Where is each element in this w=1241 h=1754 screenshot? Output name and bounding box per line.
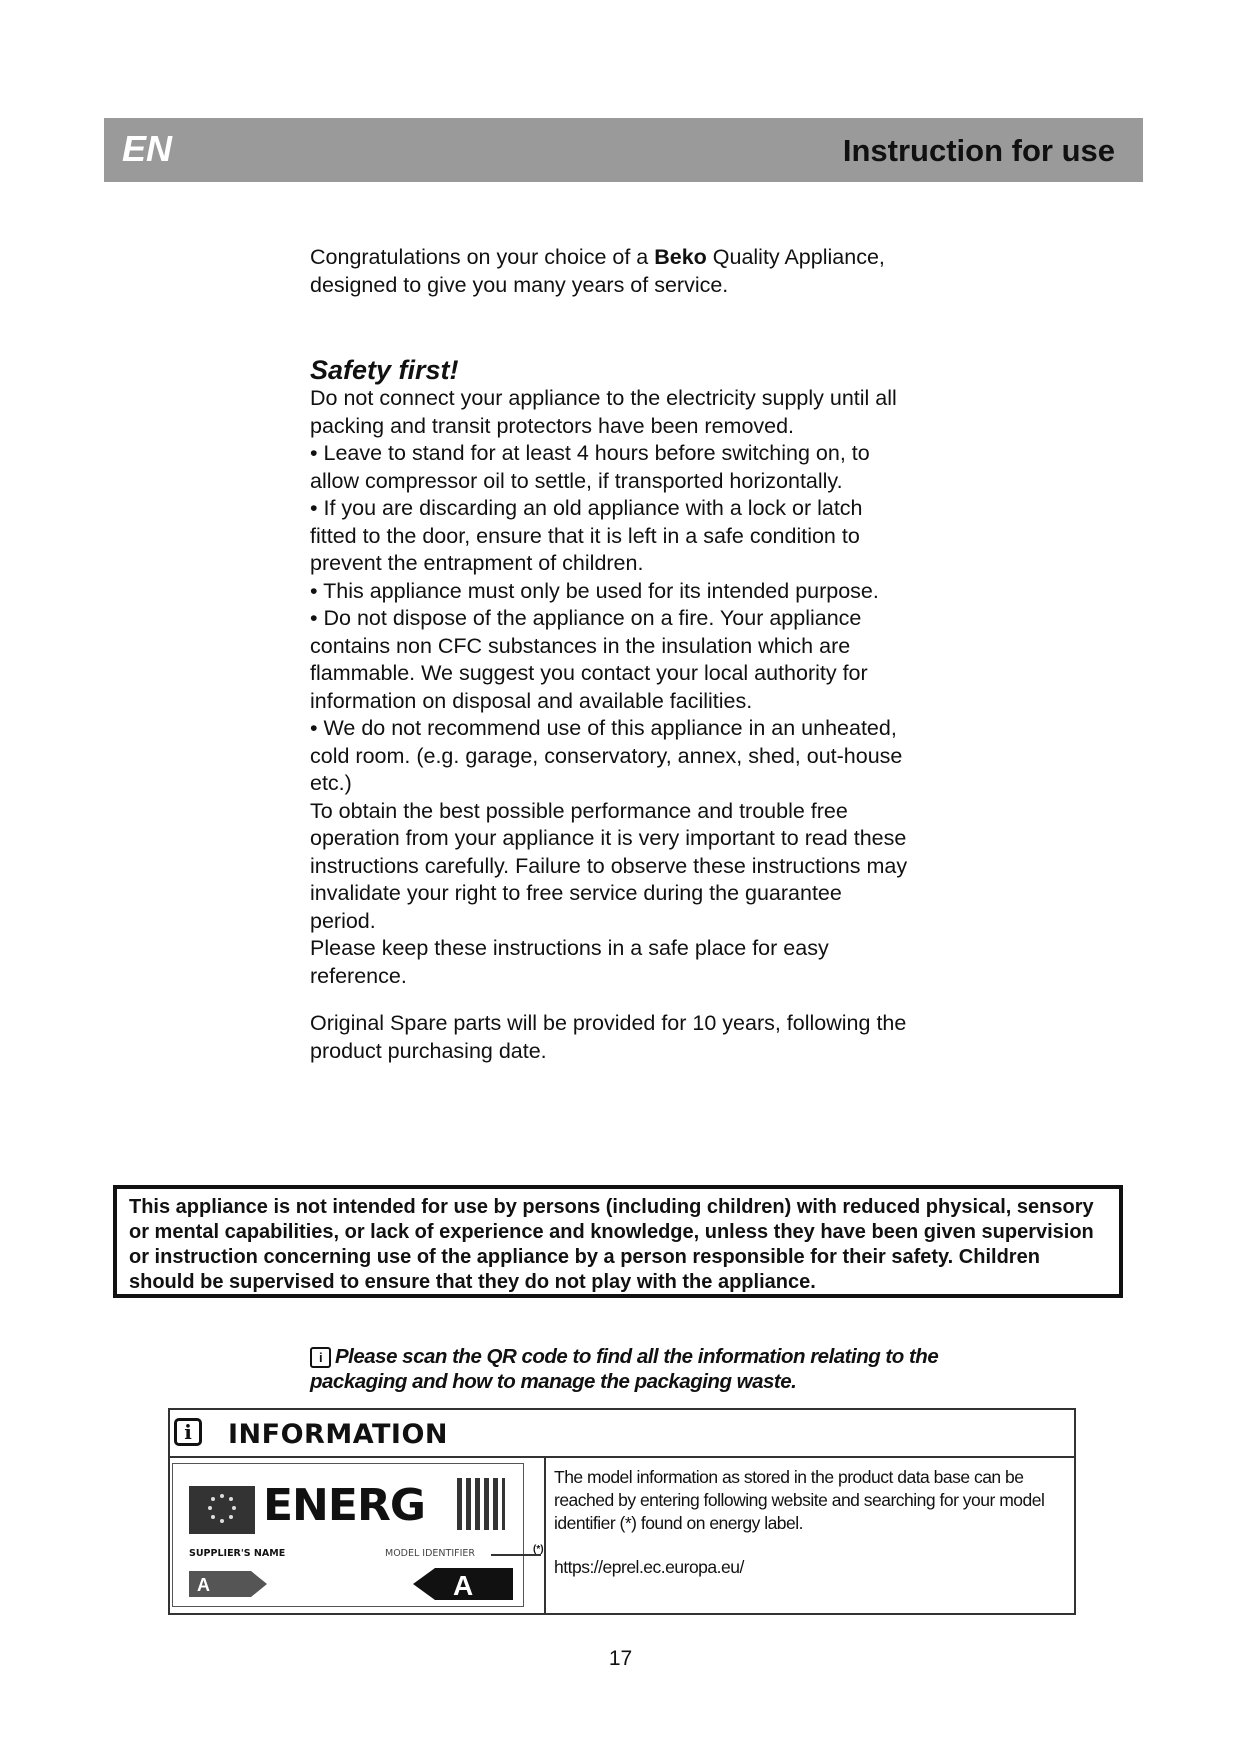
safety-paragraph: To obtain the best possible performance and trouble free operation from your appliance it is very important to read these instructions carefully. Failure to observe these instructions may invalidate your right to free service during the guarantee period.: [310, 798, 908, 933]
energy-class-arrow-icon: [189, 1571, 267, 1597]
information-description: The model information as stored in the product data base can be reached by entering following website and searching for your model identifier (*) found on energy label.: [554, 1467, 1045, 1533]
eu-flag-icon: [189, 1486, 255, 1534]
information-heading: INFORMATION: [228, 1419, 449, 1450]
safety-bullet: • Do not dispose of the appliance on a fire. Your appliance contains non CFC substances in the insulation which are flammable. We suggest you contact your local authority for information on disposal and available facilities.: [310, 606, 868, 713]
spare-parts-note: Original Spare parts will be provided for 10 years, following the product purchasing date.: [310, 1011, 907, 1063]
information-box: [168, 1408, 1076, 1615]
warning-box: [113, 1185, 1123, 1298]
qr-code-icon: [457, 1478, 505, 1530]
qr-note: [310, 1344, 950, 1394]
info-icon: i: [174, 1418, 202, 1446]
warning-text: This appliance is not intended for use by persons (including children) with reduced physical, sensory or mental capabilities, or lack of experience and knowledge, unless they have been given supervision or instruction concerning use of the appliance by a person responsible for their safety. Children should be supervised to ensure that they do not play with the appliance.: [129, 1196, 1094, 1293]
info-icon: i: [310, 1347, 331, 1368]
information-header: [170, 1410, 1074, 1458]
class-right: A: [453, 1570, 474, 1600]
safety-bullet: • We do not recommend use of this appliance in an unheated, cold room. (e.g. garage, conservatory, annex, shed, out-house etc.): [310, 716, 903, 795]
header-bar: [104, 118, 1143, 182]
energy-logo-text: ENERG: [263, 1480, 425, 1531]
safety-bullet: • If you are discarding an old appliance with a lock or latch fitted to the door, ensure that it is left in a safe condition to prevent the entrapment of children.: [310, 496, 863, 575]
star-reference: (*): [533, 1544, 544, 1555]
safety-paragraph: Do not connect your appliance to the electricity supply until all packing and transit protectors have been removed.: [310, 386, 897, 438]
energy-label-image: [172, 1463, 544, 1607]
brand-name: Beko: [654, 245, 707, 269]
supplier-label: SUPPLIER'S NAME: [189, 1548, 286, 1559]
safety-bullet: • Leave to stand for at least 4 hours before switching on, to allow compressor oil to settle, if transported horizontally.: [310, 441, 870, 493]
intro-paragraph: Congratulations on your choice of a Beko Quality Appliance, designed to give you many years of service.: [310, 245, 885, 297]
class-left: A: [197, 1575, 210, 1595]
divider: [544, 1456, 546, 1615]
language-code: EN: [122, 128, 173, 169]
energy-class-indicator-icon: [413, 1568, 513, 1600]
qr-note-text: Please scan the QR code to find all the information relating to the packaging and how to manage the packaging waste.: [310, 1345, 939, 1393]
safety-paragraph: Please keep these instructions in a safe place for easy reference.: [310, 936, 829, 988]
safety-bullet: • This appliance must only be used for its intended purpose.: [310, 578, 879, 603]
eprel-link[interactable]: https://eprel.ec.europa.eu/: [554, 1557, 744, 1577]
safety-heading: Safety first!: [310, 355, 459, 385]
page-title: Instruction for use: [842, 133, 1115, 168]
model-label: MODEL IDENTIFIER: [385, 1548, 476, 1559]
page-number: 17: [608, 1647, 633, 1670]
main-content: [310, 244, 910, 1065]
